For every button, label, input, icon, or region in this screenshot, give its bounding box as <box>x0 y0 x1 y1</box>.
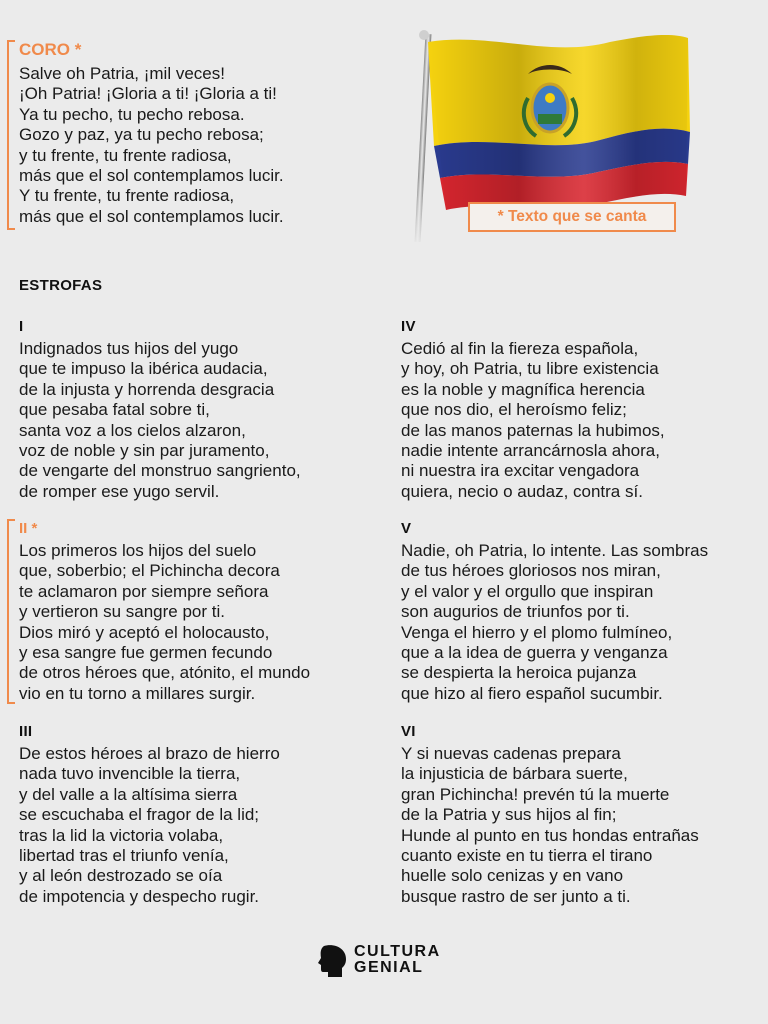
verse-line: De estos héroes al brazo de hierro <box>19 744 280 763</box>
verse-line: y hoy, oh Patria, tu libre existencia <box>401 359 659 379</box>
verse-line: que hizo al fiero español sucumbir. <box>401 683 663 703</box>
verse-line: se escuchaba el fragor de la lid; <box>19 805 260 825</box>
verse-line: y tu frente, tu frente radiosa, <box>19 145 232 165</box>
verse-line: Cedió al fin la fiereza española, <box>401 339 639 358</box>
verse-line: de otros héroes que, atónito, el mundo <box>19 663 311 683</box>
verse-line: Dios miró y aceptó el holocausto, <box>19 622 270 642</box>
estrofas-title: ESTROFAS <box>19 277 103 294</box>
verse-line: Salve oh Patria, ¡mil veces! <box>19 64 225 83</box>
stanza-2 <box>19 519 310 704</box>
verse-line: voz de noble y sin par juramento, <box>19 441 270 461</box>
stanza-title: II * <box>19 520 38 537</box>
verse-line: Nadie, oh Patria, lo intente. Las sombras <box>401 541 709 560</box>
stanza-lines <box>401 541 708 704</box>
verse-line: que, soberbio; el Pichincha decora <box>19 561 280 581</box>
stanza-2-bracket <box>7 519 15 704</box>
logo-line-2: GENIAL <box>354 959 424 976</box>
stanza-6 <box>401 722 699 907</box>
verse-line: que pesaba fatal sobre ti, <box>19 400 210 420</box>
coro-title: CORO * <box>19 40 82 59</box>
verse-line: más que el sol contemplamos lucir. <box>19 206 284 226</box>
verse-line: Y si nuevas cadenas prepara <box>401 744 621 763</box>
verse-line: de la Patria y sus hijos al fin; <box>401 805 617 825</box>
stanza-5 <box>401 519 708 704</box>
verse-line: nadie intente arrancárnosla ahora, <box>401 441 660 461</box>
verse-line: y vertieron su sangre por ti. <box>19 602 225 622</box>
stanza-title: IV <box>401 318 416 335</box>
coro-block <box>19 40 379 230</box>
stanza-title: III <box>19 723 33 740</box>
head-silhouette-icon <box>318 944 348 978</box>
verse-line: que nos dio, el heroísmo feliz; <box>401 400 627 420</box>
stanza-1 <box>19 317 301 502</box>
verse-line: Hunde al punto en tus hondas entrañas <box>401 825 699 845</box>
verse-line: ni nuestra ira excitar vengadora <box>401 461 640 481</box>
verse-line: es la noble y magnífica herencia <box>401 379 645 399</box>
logo-line-1: CULTURA <box>354 943 441 960</box>
coro-lines <box>19 64 379 227</box>
stanza-lines <box>19 541 310 704</box>
sung-text-note: * Texto que se canta <box>468 202 676 232</box>
verse-line: y el valor y el orgullo que inspiran <box>401 581 654 601</box>
verse-line: de impotencia y despecho rugir. <box>19 886 260 906</box>
verse-line: Ya tu pecho, tu pecho rebosa. <box>19 104 245 124</box>
stanza-title: VI <box>401 723 416 740</box>
verse-line: de la injusta y horrenda desgracia <box>19 379 275 399</box>
verse-line: Indignados tus hijos del yugo <box>19 339 239 358</box>
stanza-3 <box>19 722 280 907</box>
cultura-genial-logo <box>318 942 458 982</box>
stanza-lines <box>401 339 665 502</box>
verse-line: y al león destrozado se oía <box>19 866 223 886</box>
verse-line: son augurios de triunfos por ti. <box>401 602 630 622</box>
verse-line: se despierta la heroica pujanza <box>401 663 637 683</box>
verse-line: Venga el hierro y el plomo fulmíneo, <box>401 622 673 642</box>
verse-line: y esa sangre fue germen fecundo <box>19 643 273 663</box>
verse-line: de vengarte del monstruo sangriento, <box>19 461 301 481</box>
verse-line: quiera, necio o audaz, contra sí. <box>401 481 643 501</box>
verse-line: y del valle a la altísima sierra <box>19 784 238 804</box>
verse-line: más que el sol contemplamos lucir. <box>19 166 284 186</box>
verse-line: Los primeros los hijos del suelo <box>19 541 257 560</box>
verse-line: busque rastro de ser junto a ti. <box>401 886 631 906</box>
verse-line: que te impuso la ibérica audacia, <box>19 359 268 379</box>
logo-wordmark <box>354 944 441 976</box>
verse-line: te aclamaron por siempre señora <box>19 581 269 601</box>
verse-line: huelle solo cenizas y en vano <box>401 866 624 886</box>
stanza-title: V <box>401 520 412 537</box>
verse-line: ¡Oh Patria! ¡Gloria a ti! ¡Gloria a ti! <box>19 84 277 104</box>
verse-line: tras la lid la victoria volaba, <box>19 825 224 845</box>
verse-line: santa voz a los cielos alzaron, <box>19 420 246 440</box>
stanza-lines <box>401 744 699 907</box>
verse-line: Y tu frente, tu frente radiosa, <box>19 186 235 206</box>
stanza-4 <box>401 317 665 502</box>
stanza-title: I <box>19 318 24 335</box>
stanza-lines <box>19 744 280 907</box>
verse-line: vio en tu torno a millares surgir. <box>19 683 256 703</box>
stanza-lines <box>19 339 301 502</box>
verse-line: de las manos paternas la hubimos, <box>401 420 665 440</box>
coro-bracket <box>7 40 15 230</box>
verse-line: la injusticia de bárbara suerte, <box>401 764 628 784</box>
verse-line: de romper ese yugo servil. <box>19 481 220 501</box>
verse-line: que a la idea de guerra y venganza <box>401 643 668 663</box>
verse-line: nada tuvo invencible la tierra, <box>19 764 241 784</box>
verse-line: libertad tras el triunfo venía, <box>19 846 229 866</box>
verse-line: gran Pichincha! prevén tú la muerte <box>401 784 670 804</box>
verse-line: Gozo y paz, ya tu pecho rebosa; <box>19 125 264 145</box>
verse-line: cuanto existe en tu tierra el tirano <box>401 846 653 866</box>
verse-line: de tus héroes gloriosos nos miran, <box>401 561 661 581</box>
